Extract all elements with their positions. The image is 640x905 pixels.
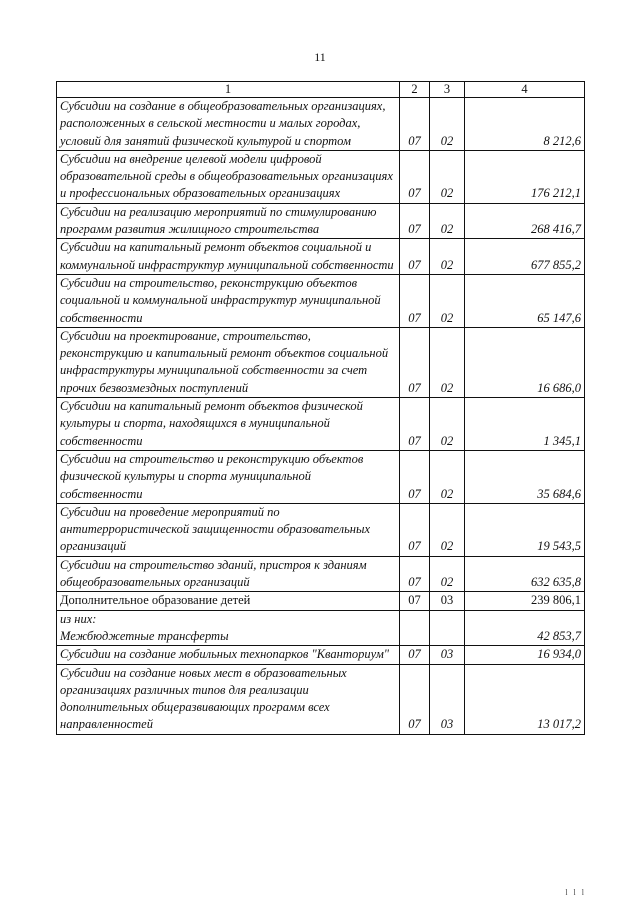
page-number: 11 <box>314 50 326 64</box>
row-name: Субсидии на создание в общеобразовательных организациях, расположенных в сельской местности и малых городах, условий для занятий физической культурой и спортом <box>57 98 400 151</box>
row-amount: 176 212,1 <box>465 150 585 203</box>
row-subsection: 02 <box>430 450 465 503</box>
row-amount: 16 686,0 <box>465 327 585 397</box>
row-subsection: 03 <box>430 646 465 664</box>
table-row <box>57 610 585 646</box>
row-section <box>400 610 430 646</box>
row-amount: 42 853,7 <box>465 610 585 646</box>
row-section: 07 <box>400 150 430 203</box>
header-col-1: 1 <box>57 82 400 98</box>
row-subsection: 02 <box>430 503 465 556</box>
row-name: Субсидии на строительство, реконструкцию объектов социальной и коммунальной инфраструктур муниципальной собственности <box>57 274 400 327</box>
header-col-3: 3 <box>430 82 465 98</box>
table-row <box>57 150 585 203</box>
row-name: Субсидии на капитальный ремонт объектов социальной и коммунальной инфраструктур муниципальной собственности <box>57 239 400 275</box>
row-name: Субсидии на создание новых мест в образовательных организациях различных типов для реализации дополнительных общеразвивающих программ всех направленностей <box>57 664 400 734</box>
row-name: Субсидии на создание мобильных технопарков "Кванториум" <box>57 646 400 664</box>
table-row <box>57 398 585 451</box>
row-amount: 16 934,0 <box>465 646 585 664</box>
row-amount: 8 212,6 <box>465 98 585 151</box>
row-section: 07 <box>400 664 430 734</box>
table-row <box>57 98 585 151</box>
row-section: 07 <box>400 398 430 451</box>
row-subsection: 03 <box>430 664 465 734</box>
row-subsection: 02 <box>430 203 465 239</box>
table-row <box>57 646 585 664</box>
row-amount: 268 416,7 <box>465 203 585 239</box>
row-section: 07 <box>400 239 430 275</box>
table-row <box>57 664 585 734</box>
row-subsection: 02 <box>430 556 465 592</box>
row-name: Субсидии на внедрение целевой модели цифровой образовательной среды в общеобразовательных организациях и профессиональных образовательных организациях <box>57 150 400 203</box>
row-subsection: 02 <box>430 239 465 275</box>
row-subsection: 02 <box>430 327 465 397</box>
row-subsection <box>430 610 465 646</box>
row-subsection: 03 <box>430 592 465 610</box>
row-section: 07 <box>400 327 430 397</box>
row-amount: 1 345,1 <box>465 398 585 451</box>
row-amount: 239 806,1 <box>465 592 585 610</box>
row-subsection: 02 <box>430 274 465 327</box>
row-section: 07 <box>400 274 430 327</box>
table-body <box>57 98 585 735</box>
table-row <box>57 274 585 327</box>
row-name: Субсидии на проведение мероприятий по антитеррористической защищенности образовательных организаций <box>57 503 400 556</box>
row-subsection: 02 <box>430 98 465 151</box>
table-row <box>57 203 585 239</box>
row-section: 07 <box>400 98 430 151</box>
footer-mark: l l l <box>565 888 586 897</box>
row-amount: 35 684,6 <box>465 450 585 503</box>
row-section: 07 <box>400 503 430 556</box>
row-name: Субсидии на проектирование, строительство, реконструкцию и капитальный ремонт объектов социальной инфраструктуры муниципальной собственности за счет прочих безвозмездных поступлений <box>57 327 400 397</box>
table-row <box>57 592 585 610</box>
row-name: Субсидии на строительство зданий, пристроя к зданиям общеобразовательных организаций <box>57 556 400 592</box>
row-name: из них: Межбюджетные трансферты <box>57 610 400 646</box>
row-amount: 65 147,6 <box>465 274 585 327</box>
row-subsection: 02 <box>430 150 465 203</box>
row-amount: 19 543,5 <box>465 503 585 556</box>
header-col-4: 4 <box>465 82 585 98</box>
header-row <box>57 82 585 98</box>
table-row <box>57 239 585 275</box>
row-name: Дополнительное образование детей <box>57 592 400 610</box>
row-amount: 13 017,2 <box>465 664 585 734</box>
row-amount: 632 635,8 <box>465 556 585 592</box>
row-section: 07 <box>400 203 430 239</box>
table-row <box>57 450 585 503</box>
table-row <box>57 556 585 592</box>
row-name: Субсидии на капитальный ремонт объектов физической культуры и спорта, находящихся в муниципальной собственности <box>57 398 400 451</box>
row-section: 07 <box>400 646 430 664</box>
row-section: 07 <box>400 450 430 503</box>
table-row <box>57 327 585 397</box>
row-name: Субсидии на строительство и реконструкцию объектов физической культуры и спорта муниципальной собственности <box>57 450 400 503</box>
row-subsection: 02 <box>430 398 465 451</box>
budget-table <box>56 81 585 735</box>
header-col-2: 2 <box>400 82 430 98</box>
row-name: Субсидии на реализацию мероприятий по стимулированию программ развития жилищного строительства <box>57 203 400 239</box>
row-amount: 677 855,2 <box>465 239 585 275</box>
table-row <box>57 503 585 556</box>
row-section: 07 <box>400 556 430 592</box>
row-section: 07 <box>400 592 430 610</box>
